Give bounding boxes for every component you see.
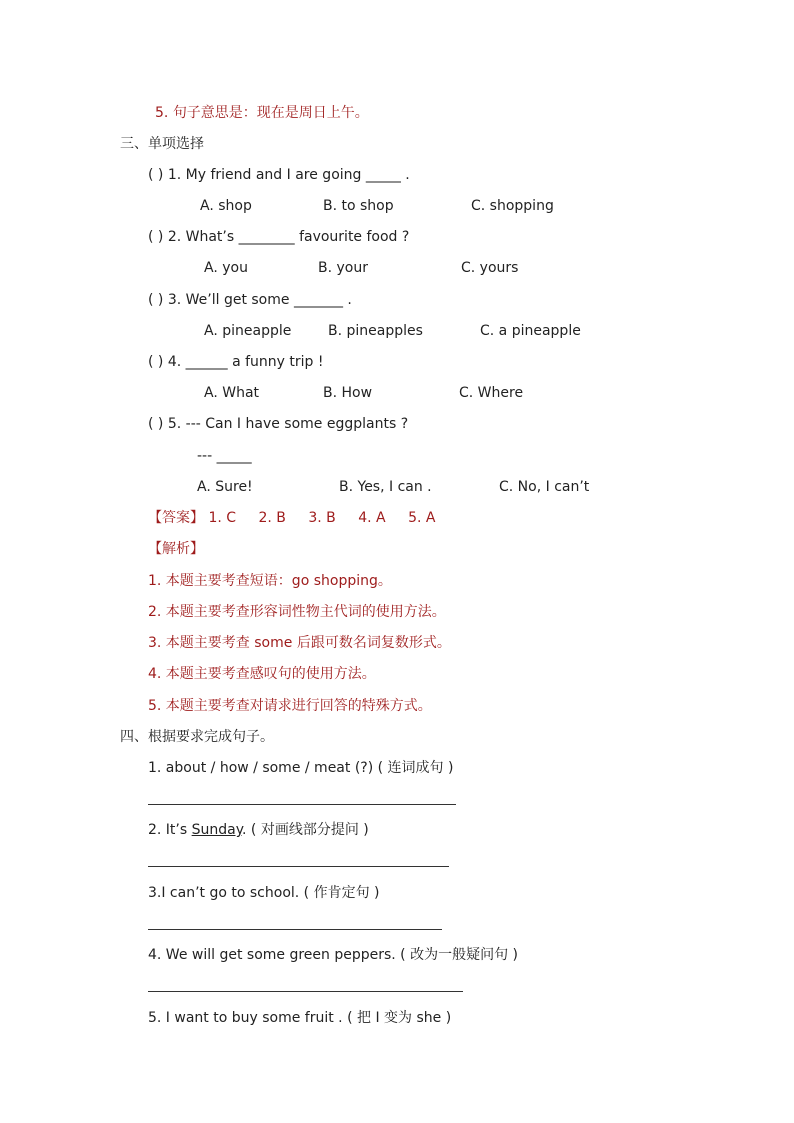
item-number: 5.	[155, 105, 169, 121]
question-stem: 4. ______ a funny trip !	[167, 354, 324, 370]
q4-option-a: A. What	[204, 385, 260, 401]
analysis-1: 1. 本题主要考查短语：go shopping。	[148, 573, 392, 589]
q2-option-c: C. yours	[461, 260, 519, 276]
q3-option-a: A. pineapple	[204, 323, 292, 339]
q5-option-a: A. Sure!	[197, 479, 253, 495]
section3-heading: 三、单项选择	[120, 136, 204, 152]
answer-label: 【答案】	[148, 510, 204, 526]
answer-4: 4. A	[358, 510, 386, 526]
answer-paren: ( )	[148, 167, 164, 183]
q5-reply: --- _____	[197, 448, 252, 464]
q2-option-a: A. you	[204, 260, 248, 276]
question-2	[148, 228, 409, 246]
sentence-task-1: 1. about / how / some / meat (?) ( 连词成句 )	[148, 760, 454, 776]
analysis-5: 5. 本题主要考查对请求进行回答的特殊方式。	[148, 698, 432, 714]
answer-paren: ( )	[148, 292, 164, 308]
answer-paren: ( )	[148, 229, 164, 245]
answer-blank-line[interactable]	[148, 866, 449, 867]
sentence-task-3: 3.I can’t go to school. ( 作肯定句 )	[148, 885, 380, 901]
sentence-task-2	[148, 821, 369, 839]
item-text: 句子意思是：现在是周日上午。	[172, 105, 369, 121]
q3-option-b: B. pineapples	[328, 323, 423, 339]
task-text-post: . ( 对画线部分提问 )	[242, 822, 369, 838]
q3-option-c: C. a pineapple	[480, 323, 581, 339]
sentence-task-4: 4. We will get some green peppers. ( 改为一般疑问句 )	[148, 947, 519, 963]
question-3	[148, 291, 352, 309]
answer-1: 1. C	[208, 510, 237, 526]
answer-blank-line[interactable]	[148, 991, 463, 992]
question-4	[148, 353, 323, 371]
underlined-word: Sunday	[191, 822, 243, 838]
q4-option-c: C. Where	[459, 385, 524, 401]
q4-option-b: B. How	[323, 385, 373, 401]
q5-option-b: B. Yes, I can .	[339, 479, 432, 495]
answer-3: 3. B	[308, 510, 336, 526]
section4-heading: 四、根据要求完成句子。	[120, 729, 274, 745]
section2-item-5	[155, 104, 369, 122]
question-stem: 5. --- Can I have some eggplants ?	[167, 416, 409, 432]
answer-paren: ( )	[148, 354, 164, 370]
answer-2: 2. B	[258, 510, 286, 526]
analysis-4: 4. 本题主要考查感叹句的使用方法。	[148, 666, 376, 682]
question-stem: 2. What’s ________ favourite food ?	[167, 229, 410, 245]
analysis-3: 3. 本题主要考查 some 后跟可数名词复数形式。	[148, 635, 451, 651]
answer-paren: ( )	[148, 416, 164, 432]
q1-option-c: C. shopping	[471, 198, 554, 214]
analysis-2: 2. 本题主要考查形容词性物主代词的使用方法。	[148, 604, 446, 620]
q1-option-a: A. shop	[200, 198, 252, 214]
answer-blank-line[interactable]	[148, 929, 442, 930]
question-stem: 3. We’ll get some _______ .	[167, 292, 352, 308]
q1-option-b: B. to shop	[323, 198, 394, 214]
question-1	[148, 166, 410, 184]
analysis-label: 【解析】	[148, 541, 204, 557]
q2-option-b: B. your	[318, 260, 368, 276]
answer-key	[148, 509, 453, 527]
question-5	[148, 415, 408, 433]
q5-option-c: C. No, I can’t	[499, 479, 590, 495]
task-text-pre: 2. It’s	[148, 822, 192, 838]
answer-blank-line[interactable]	[148, 804, 456, 805]
answer-5: 5. A	[408, 510, 436, 526]
question-stem: 1. My friend and I are going _____ .	[167, 167, 410, 183]
sentence-task-5: 5. I want to buy some fruit . ( 把 I 变为 she )	[148, 1010, 452, 1026]
